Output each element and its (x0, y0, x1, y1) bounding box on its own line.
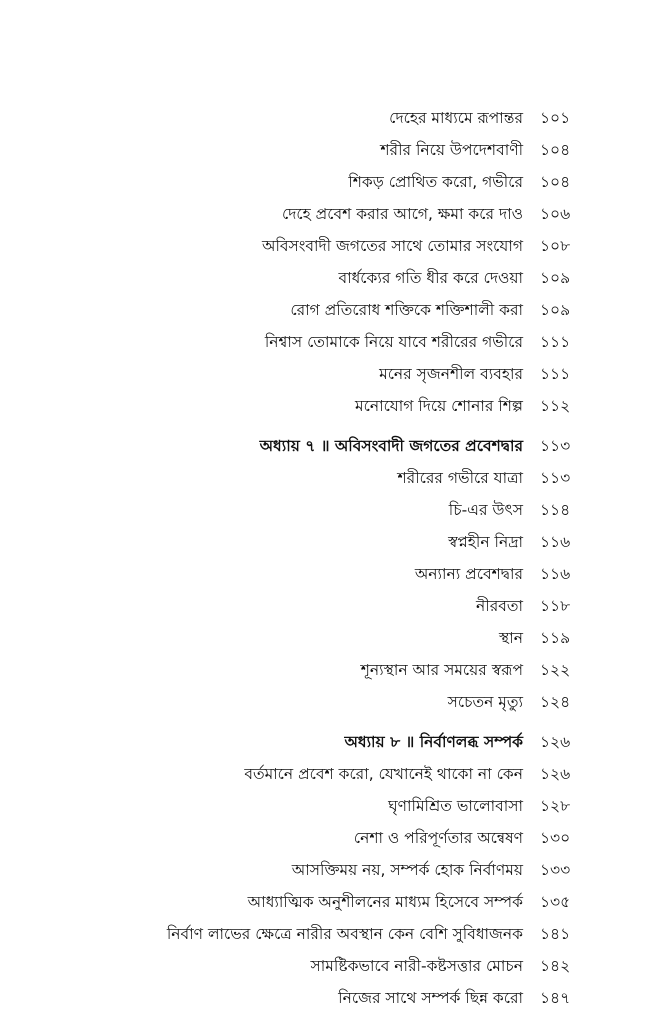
toc-entry-title: অধ্যায় ৮ ॥ নির্বাণলব্ধ সম্পর্ক (344, 733, 523, 751)
toc-page-number: ১৩৩ (540, 861, 571, 879)
toc-entry (0, 920, 669, 948)
toc-page-number: ১০৯ (540, 301, 571, 319)
toc-entry (0, 464, 669, 492)
toc-entry-title: রোগ প্রতিরোধ শক্তিকে শক্তিশালী করা (290, 301, 523, 319)
toc-page-number: ১২২ (540, 661, 571, 679)
toc-page-number: ১৩৫ (540, 893, 571, 911)
toc-entry-title: শরীরের গভীরে যাত্রা (397, 469, 523, 487)
toc-page-number: ১১৪ (540, 501, 571, 519)
toc-entry (0, 888, 669, 916)
toc-entry (0, 136, 669, 164)
toc-entry-title: নিশ্বাস তোমাকে নিয়ে যাবে শরীরের গভীরে (264, 333, 523, 351)
toc-entry-title: অধ্যায় ৭ ॥ অবিসংবাদী জগতের প্রবেশদ্বার (259, 437, 523, 455)
toc-page-number: ১০৯ (540, 269, 571, 287)
toc-page-number: ১২৬ (540, 733, 571, 751)
toc-page-number: ১১১ (540, 365, 571, 383)
toc-entry-title: স্বপ্নহীন নিদ্রা (448, 533, 523, 551)
toc-entry (0, 264, 669, 292)
toc-entry-title: ঘৃণামিশ্রিত ভালোবাসা (388, 797, 523, 815)
toc-chapter-heading (0, 728, 669, 756)
toc-page-number: ১০১ (540, 109, 571, 127)
toc-entry (0, 688, 669, 716)
toc-entry (0, 232, 669, 260)
toc-entry (0, 856, 669, 884)
toc-entry-title: নির্বাণ লাভের ক্ষেত্রে নারীর অবস্থান কেন বেশি সুবিধাজনক (166, 925, 523, 943)
toc-entry-title: আসক্তিময় নয়, সম্পর্ক হোক নির্বাণময় (291, 861, 523, 879)
toc-page-number: ১২৪ (540, 693, 571, 711)
toc-page-number: ১২৮ (540, 797, 571, 815)
toc-page-number: ১৩০ (540, 829, 571, 847)
toc-entry-title: অন্যান্য প্রবেশদ্বার (414, 565, 523, 583)
toc-entry-title: সামষ্টিকভাবে নারী-কষ্টসত্তার মোচন (310, 957, 523, 975)
toc-entry (0, 592, 669, 620)
toc-page-number: ১২৬ (540, 765, 571, 783)
toc-entry-title: শিকড় প্রোথিত করো, গভীরে (348, 173, 523, 191)
toc-page-number: ১৪১ (540, 925, 571, 943)
toc-entry-title: নীরবতা (476, 597, 523, 615)
toc-page-number: ১১৬ (540, 565, 571, 583)
toc-entry-title: সচেতন মৃত্যু (447, 693, 523, 711)
toc-page-number: ১১৩ (540, 469, 571, 487)
toc-page-number: ১১১ (540, 333, 571, 351)
toc-entry (0, 560, 669, 588)
toc-entry (0, 984, 669, 1012)
toc-page-number: ১১৬ (540, 533, 571, 551)
toc-entry-title: শরীর নিয়ে উপদেশবাণী (380, 141, 523, 159)
toc-entry-title: শূন্যস্থান আর সময়ের স্বরূপ (360, 661, 523, 679)
toc-page-number: ১৪৭ (540, 989, 571, 1007)
toc-entry (0, 296, 669, 324)
toc-entry-title: মনোযোগ দিয়ে শোনার শিল্প (354, 397, 523, 415)
toc-entry (0, 360, 669, 388)
toc-page-number: ১১২ (540, 397, 571, 415)
toc-page-number: ১৪২ (540, 957, 571, 975)
toc-page-number: ১০৮ (540, 237, 571, 255)
toc-page-number: ১১৩ (540, 437, 571, 455)
toc-page-number: ১০৪ (540, 173, 571, 191)
toc-entry (0, 824, 669, 852)
toc-chapter-heading (0, 432, 669, 460)
toc-page-number: ১১৮ (540, 597, 571, 615)
toc-page-number: ১১৯ (540, 629, 571, 647)
toc-entry-title: বর্তমানে প্রবেশ করো, যেখানেই থাকো না কেন (244, 765, 523, 783)
toc-entry (0, 328, 669, 356)
toc-entry-title: অবিসংবাদী জগতের সাথে তোমার সংযোগ (262, 237, 523, 255)
toc-entry-title: চি-এর উৎস (448, 501, 523, 519)
toc-entry (0, 624, 669, 652)
toc-entry-title: আধ্যাত্মিক অনুশীলনের মাধ্যম হিসেবে সম্পর্ক (247, 893, 523, 911)
toc-entry (0, 168, 669, 196)
toc-entry (0, 200, 669, 228)
toc-entry (0, 792, 669, 820)
toc-page-number: ১০৬ (540, 205, 571, 223)
toc-entry-title: স্থান (498, 629, 523, 647)
toc-entry-title: নেশা ও পরিপূর্ণতার অন্বেষণ (353, 829, 523, 847)
toc-page-number: ১০৪ (540, 141, 571, 159)
toc-entry-title: দেহের মাধ্যমে রূপান্তর (389, 109, 523, 127)
toc-entry (0, 656, 669, 684)
toc-entry (0, 528, 669, 556)
toc-entry-title: বার্ধক্যের গতি ধীর করে দেওয়া (338, 269, 523, 287)
toc-entry (0, 392, 669, 420)
toc-entry (0, 104, 669, 132)
toc-entry (0, 952, 669, 980)
toc-entry (0, 760, 669, 788)
toc-entry-title: নিজের সাথে সম্পর্ক ছিন্ন করো (338, 989, 523, 1007)
toc-entry-title: মনের সৃজনশীল ব্যবহার (379, 365, 523, 383)
toc-entry (0, 496, 669, 524)
toc-entry-title: দেহে প্রবেশ করার আগে, ক্ষমা করে দাও (281, 205, 523, 223)
